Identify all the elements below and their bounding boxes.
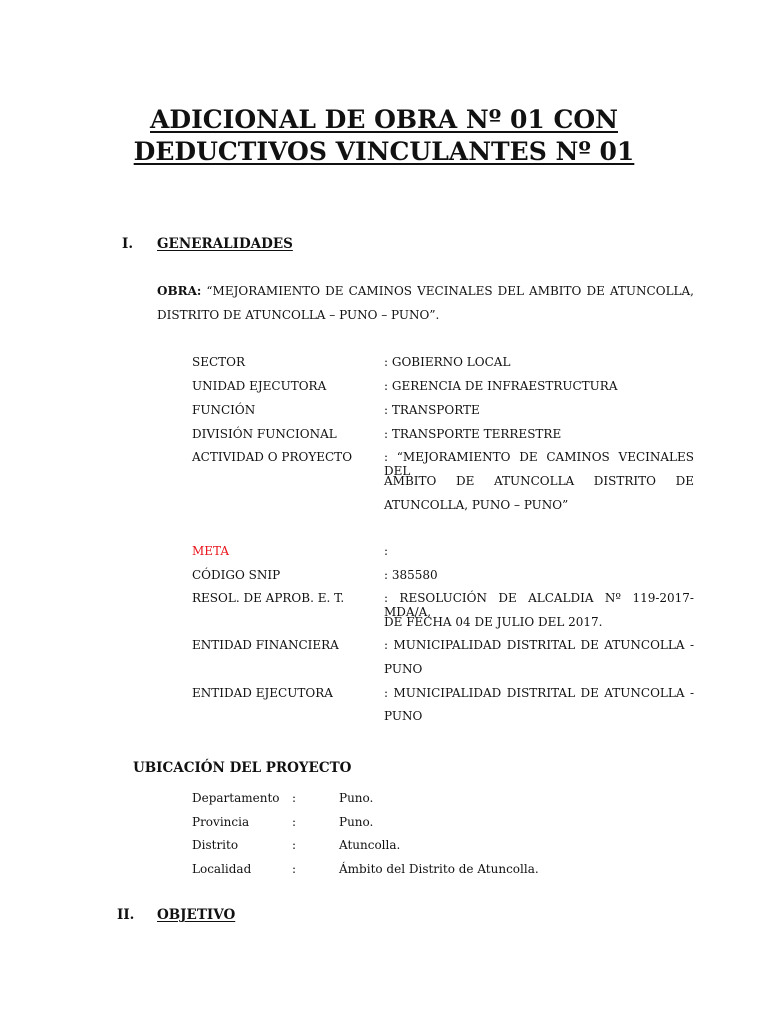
field-value-actividad-line-1: : “MEJORAMIENTO DE CAMINOS VECINALES DEL xyxy=(384,450,694,478)
field-value-resol-line-2: DE FECHA 04 DE JULIO DEL 2017. xyxy=(384,615,603,629)
field-label-meta: META xyxy=(192,544,230,558)
field-value-resol-line-1: : RESOLUCIÓN DE ALCALDIA Nº 119-2017-MDA/A, xyxy=(384,591,694,619)
ubicacion-sep-distrito: : xyxy=(292,838,297,852)
section-2-number: II. xyxy=(117,907,135,923)
ubicacion-value-departamento: Puno. xyxy=(339,791,374,805)
obra-text-1: “MEJORAMIENTO DE CAMINOS VECINALES DEL AMBITO DE ATUNCOLLA, xyxy=(206,284,694,298)
field-value-ejecutora-line-2: PUNO xyxy=(384,709,423,723)
field-value-codigo-snip: : 385580 xyxy=(384,568,438,582)
ubicacion-sep-departamento: : xyxy=(292,791,297,805)
document-title-line-2: DEDUCTIVOS VINCULANTES Nº 01 xyxy=(133,137,635,166)
field-label-division-funcional: DIVISIÓN FUNCIONAL xyxy=(192,427,337,441)
field-value-financiera-line-1: : MUNICIPALIDAD DISTRITAL DE ATUNCOLLA - xyxy=(384,638,694,652)
ubicacion-label-distrito: Distrito xyxy=(192,838,239,852)
section-1-heading: GENERALIDADES xyxy=(157,236,293,252)
section-2-heading: OBJETIVO xyxy=(157,907,236,923)
field-value-meta: : xyxy=(384,544,389,558)
field-label-actividad-proyecto: ACTIVIDAD O PROYECTO xyxy=(192,450,353,464)
field-label-unidad-ejecutora: UNIDAD EJECUTORA xyxy=(192,379,327,393)
ubicacion-label-provincia: Provincia xyxy=(192,815,250,829)
ubicacion-value-localidad: Ámbito del Distrito de Atuncolla. xyxy=(339,862,539,876)
obra-line-2: DISTRITO DE ATUNCOLLA – PUNO – PUNO”. xyxy=(157,308,440,322)
field-value-sector: : GOBIERNO LOCAL xyxy=(384,355,511,369)
ubicacion-label-departamento: Departamento xyxy=(192,791,280,805)
field-value-unidad-ejecutora: : GERENCIA DE INFRAESTRUCTURA xyxy=(384,379,618,393)
field-value-division-funcional: : TRANSPORTE TERRESTRE xyxy=(384,427,562,441)
obra-line-1 xyxy=(157,284,694,298)
field-label-resol-aprob: RESOL. DE APROB. E. T. xyxy=(192,591,345,605)
field-label-sector: SECTOR xyxy=(192,355,246,369)
ubicacion-sep-provincia: : xyxy=(292,815,297,829)
document-title-line-1: ADICIONAL DE OBRA Nº 01 CON xyxy=(150,105,618,134)
field-label-codigo-snip: CÓDIGO SNIP xyxy=(192,568,281,582)
field-value-actividad-line-3: ATUNCOLLA, PUNO – PUNO” xyxy=(384,498,569,512)
ubicacion-value-distrito: Atuncolla. xyxy=(339,838,401,852)
field-value-funcion: : TRANSPORTE xyxy=(384,403,480,417)
field-label-funcion: FUNCIÓN xyxy=(192,403,256,417)
section-1-number: I. xyxy=(122,236,134,252)
field-label-entidad-ejecutora: ENTIDAD EJECUTORA xyxy=(192,686,333,700)
field-value-actividad-line-2: AMBITO DE ATUNCOLLA DISTRITO DE xyxy=(384,474,694,488)
field-label-entidad-financiera: ENTIDAD FINANCIERA xyxy=(192,638,339,652)
field-value-ejecutora-line-1: : MUNICIPALIDAD DISTRITAL DE ATUNCOLLA - xyxy=(384,686,694,700)
ubicacion-heading: UBICACIÓN DEL PROYECTO xyxy=(133,760,352,776)
ubicacion-sep-localidad: : xyxy=(292,862,297,876)
obra-label: OBRA: xyxy=(157,284,202,298)
ubicacion-label-localidad: Localidad xyxy=(192,862,252,876)
field-value-financiera-line-2: PUNO xyxy=(384,662,423,676)
ubicacion-value-provincia: Puno. xyxy=(339,815,374,829)
